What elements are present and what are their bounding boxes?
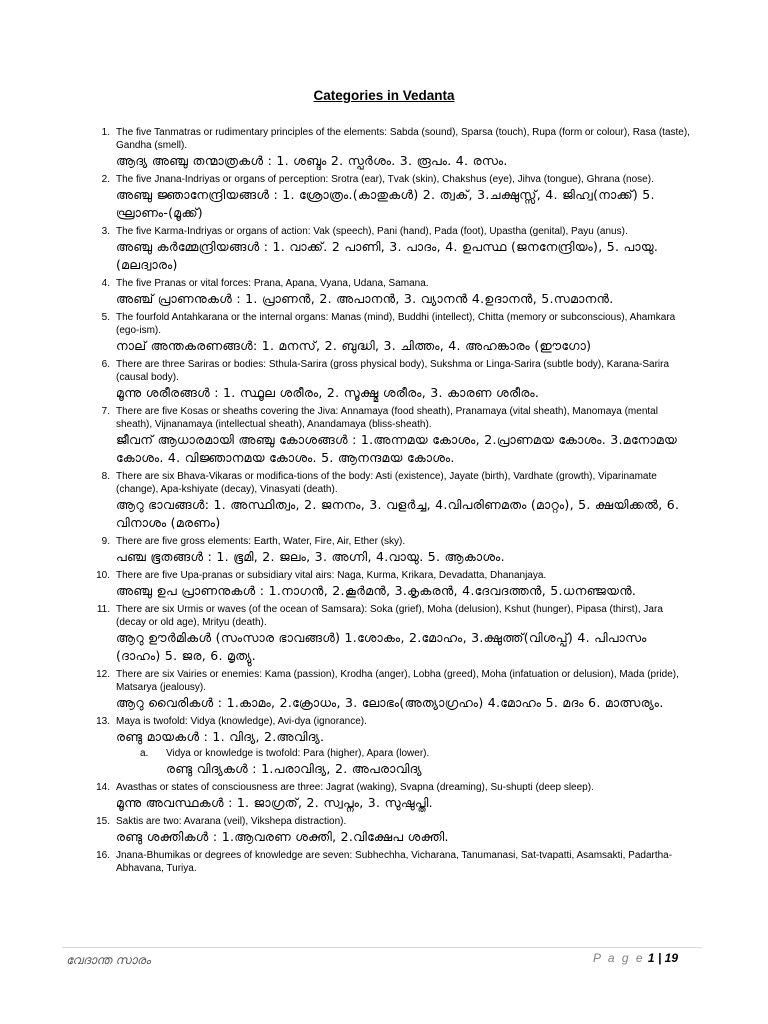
item-number: 3. bbox=[101, 226, 110, 237]
list-item bbox=[90, 815, 690, 846]
item-number: 13. bbox=[96, 716, 110, 727]
list-item bbox=[90, 668, 690, 712]
item-malayalam-text: അഞ്ചു കർമ്മേന്ദ്രിയങ്ങൾ : 1. വാക്ക്. 2 പാണി, 3. പാദം, 4. ഉപസ്ഥ (ജനനേന്ദ്രിയം), 5. പായു. (മലദ്വാരം) bbox=[116, 239, 659, 272]
item-english-text: Jnana-Bhumikas or degrees of knowledge are seven: Subhechha, Vicharana, Tanumanasi, Sat-tvapatti, Asamsakti, Padartha-Abhavana, Turiya. bbox=[116, 850, 673, 874]
item-number: 9. bbox=[101, 536, 110, 547]
item-malayalam-text: മൂന്നു ശരീരങ്ങൾ : 1. സ്ഥൂല ശരീരം, 2. സൂക്ഷ്മ ശരീരം, 3. കാരണ ശരീരം. bbox=[116, 385, 540, 400]
item-malayalam-text: മൂന്നു അവസ്ഥകൾ : 1. ജാഗ്രത്, 2. സ്വപ്നം, 3. സുഷുപ്തി. bbox=[116, 795, 433, 810]
item-english-text: There are three Sariras or bodies: Sthula-Sarira (gross physical body), Sukshma or Linga-Sarira (subtle body), Karana-Sarira (causal body). bbox=[116, 359, 670, 383]
item-malayalam-text: ആറു വൈരികൾ : 1.കാമം, 2.ക്രോധം, 3. ലോഭം(അത്യാഗ്രഹം) 4.മോഹം 5. മദം 6. മാത്സര്യം. bbox=[116, 695, 664, 710]
item-english-text: Avasthas or states of consciousness are three: Jagrat (waking), Svapna (dreaming), Su-shupti (deep sleep). bbox=[116, 782, 594, 793]
sub-item-english-text: Vidya or knowledge is twofold: Para (higher), Apara (lower). bbox=[166, 748, 430, 759]
item-english-text: There are six Vairies or enemies: Kama (passion), Krodha (anger), Lobha (greed), Moha (infatuation or delusion), Mada (pride), Matsarya (jealousy). bbox=[116, 669, 679, 693]
list-item bbox=[90, 173, 690, 222]
item-english-text: There are five Upa-pranas or subsidiary vital airs: Naga, Kurma, Krikara, Devadatta, Dhananjaya. bbox=[116, 570, 547, 581]
item-number: 14. bbox=[96, 782, 110, 793]
item-english-text: The five Jnana-Indriyas or organs of perception: Srotra (ear), Tvak (skin), Chakshus (eye), Jihva (tongue), Ghrana (nose). bbox=[116, 174, 654, 185]
item-malayalam-text: രണ്ടു മായകൾ : 1. വിദ്യ, 2.അവിദ്യ. bbox=[116, 729, 325, 744]
item-number: 6. bbox=[101, 359, 110, 370]
list-item bbox=[90, 277, 690, 308]
item-malayalam-text: ആദ്യ അഞ്ചു തന്മാത്രകൾ : 1. ശബ്ദം 2. സ്പർശം. 3. രൂപം. 4. രസം. bbox=[116, 153, 508, 168]
item-english-text: The five Pranas or vital forces: Prana, Apana, Vyana, Udana, Samana. bbox=[116, 278, 429, 289]
page-title: Categories in Vedanta bbox=[313, 88, 455, 103]
list-item bbox=[90, 225, 690, 274]
item-english-text: Saktis are two: Avarana (veil), Vikshepa distraction). bbox=[116, 816, 347, 827]
item-number: 11. bbox=[96, 604, 110, 615]
sub-list-item bbox=[140, 747, 690, 778]
item-english-text: There are five Kosas or sheaths covering the Jiva: Annamaya (food sheath), Pranamaya (vital sheath), Manomaya (mental sheath), Vijnanamaya (intellectual sheath), Anandamaya (bliss-sheath). bbox=[116, 406, 658, 430]
item-number: 16. bbox=[96, 850, 110, 861]
page-separator: | bbox=[654, 951, 665, 965]
item-english-text: There are five gross elements: Earth, Water, Fire, Air, Ether (sky). bbox=[116, 536, 406, 547]
item-english-text: The five Tanmatras or rudimentary principles of the elements: Sabda (sound), Sparsa (touch), Rupa (form or colour), Rasa (taste), Gandha (smell). bbox=[116, 127, 690, 151]
footer-divider bbox=[62, 947, 702, 948]
item-malayalam-text: അഞ്ച് പ്രാണനുകൾ : 1. പ്രാണൻ, 2. അപാനൻ, 3. വ്യാനൻ 4.ഉദാനൻ, 5.സമാനൻ. bbox=[116, 291, 614, 306]
item-english-text: There are six Urmis or waves (of the ocean of Samsara): Soka (grief), Moha (delusion), Kshut (hunger), Pipasa (thirst), Jara (decay or old age), Mrityu (death). bbox=[116, 604, 663, 628]
list-item bbox=[90, 849, 690, 875]
item-number: 10. bbox=[96, 570, 110, 581]
item-english-text: There are six Bhava-Vikaras or modifica-tions of the body: Asti (existence), Jayate (birth), Vardhate (growth), Viparinamate (change), Apa-kshiyate (decay), Vinasyati (death). bbox=[116, 471, 657, 495]
item-malayalam-text: അഞ്ചു ജ്ഞാനേന്ദ്രിയങ്ങൾ : 1. ശ്രോത്രം.(കാതുകൾ) 2. ത്വക്, 3.ചക്ഷുസ്സ്, 4. ജിഹ്വ(നാക്ക്) 5. ഘ്രാണം-(മൂക്ക്) bbox=[116, 187, 655, 220]
list-item bbox=[90, 569, 690, 600]
list-item bbox=[90, 715, 690, 778]
sub-item-letter: a. bbox=[140, 748, 149, 759]
item-malayalam-text: പഞ്ച ഭൂതങ്ങൾ : 1. ഭൂമി, 2. ജലം, 3. അഗ്നി, 4.വായു. 5. ആകാശം. bbox=[116, 549, 505, 564]
item-number: 2. bbox=[101, 174, 110, 185]
footer-document-title: വേദാന്ത സാരം bbox=[66, 953, 151, 967]
total-pages: 19 bbox=[664, 951, 678, 965]
list-item bbox=[90, 126, 690, 170]
item-english-text: The five Karma-Indriyas or organs of action: Vak (speech), Pani (hand), Pada (foot), Upastha (genital), Payu (anus). bbox=[116, 226, 628, 237]
category-list bbox=[90, 126, 690, 878]
page-number bbox=[593, 951, 678, 965]
item-malayalam-text: ആറു ഭാവങ്ങൾ: 1. അസ്ഥിത്വം, 2. ജനനം, 3. വളർച്ച, 4.വിപരിണമതം (മാറ്റം), 5. ക്ഷയിക്കൽ, 6. വിനാശം (മരണം) bbox=[116, 497, 680, 530]
current-page: 1 bbox=[647, 951, 655, 965]
list-item bbox=[90, 311, 690, 355]
item-english-text: The fourfold Antahkarana or the internal organs: Manas (mind), Buddhi (intellect), Chitta (memory or subconscious), Ahamkara (ego-ism). bbox=[116, 312, 676, 336]
item-number: 12. bbox=[96, 669, 110, 680]
list-item bbox=[90, 470, 690, 532]
list-item bbox=[90, 781, 690, 812]
page-label: P a g e bbox=[592, 951, 645, 965]
item-malayalam-text: ജീവന് ആധാരമായി അഞ്ചു കോശങ്ങൾ : 1.അന്നമയ കോശം, 2.പ്രാണമയ കോശം. 3.മനോമയ കോശം. 4. വിജ്ഞാനമയ കോശം. 5. ആനന്ദമയ കോശം. bbox=[116, 432, 678, 465]
item-number: 15. bbox=[96, 816, 110, 827]
sub-item-malayalam-text: രണ്ടു വിദ്യകൾ : 1.പരാവിദ്യ, 2. അപരാവിദ്യ bbox=[166, 761, 422, 776]
list-item bbox=[90, 603, 690, 665]
item-malayalam-text: അഞ്ചു ഉപ പ്രാണനുകൾ : 1.നാഗൻ, 2.കൂർമൻ, 3.കൃകരൻ, 4.ദേവദത്തൻ, 5.ധനഞ്ജയൻ. bbox=[116, 583, 637, 598]
list-item bbox=[90, 535, 690, 566]
item-number: 8. bbox=[101, 471, 110, 482]
item-malayalam-text: രണ്ടു ശക്തികൾ : 1.ആവരണ ശക്തി, 2.വിക്ഷേപ ശക്തി. bbox=[116, 829, 449, 844]
item-english-text: Maya is twofold: Vidya (knowledge), Avi-dya (ignorance). bbox=[116, 716, 367, 727]
item-malayalam-text: നാല് അന്തകരണങ്ങൾ: 1. മനസ്, 2. ബുദ്ധി, 3. ചിത്തം, 4. അഹങ്കാരം (ഈഗോ) bbox=[116, 338, 592, 353]
item-number: 1. bbox=[101, 127, 110, 138]
item-malayalam-text: ആറു ഊർമികൾ (സംസാര ഭാവങ്ങൾ) 1.ശോകം, 2.മോഹം, 3.ക്ഷുത്ത്(വിശപ്പ്) 4. പിപാസം (ദാഹം) 5. ജര, 6. മൃത്യു. bbox=[116, 630, 647, 663]
list-item bbox=[90, 405, 690, 467]
item-number: 4. bbox=[101, 278, 110, 289]
item-number: 7. bbox=[101, 406, 110, 417]
item-number: 5. bbox=[101, 312, 110, 323]
list-item bbox=[90, 358, 690, 402]
